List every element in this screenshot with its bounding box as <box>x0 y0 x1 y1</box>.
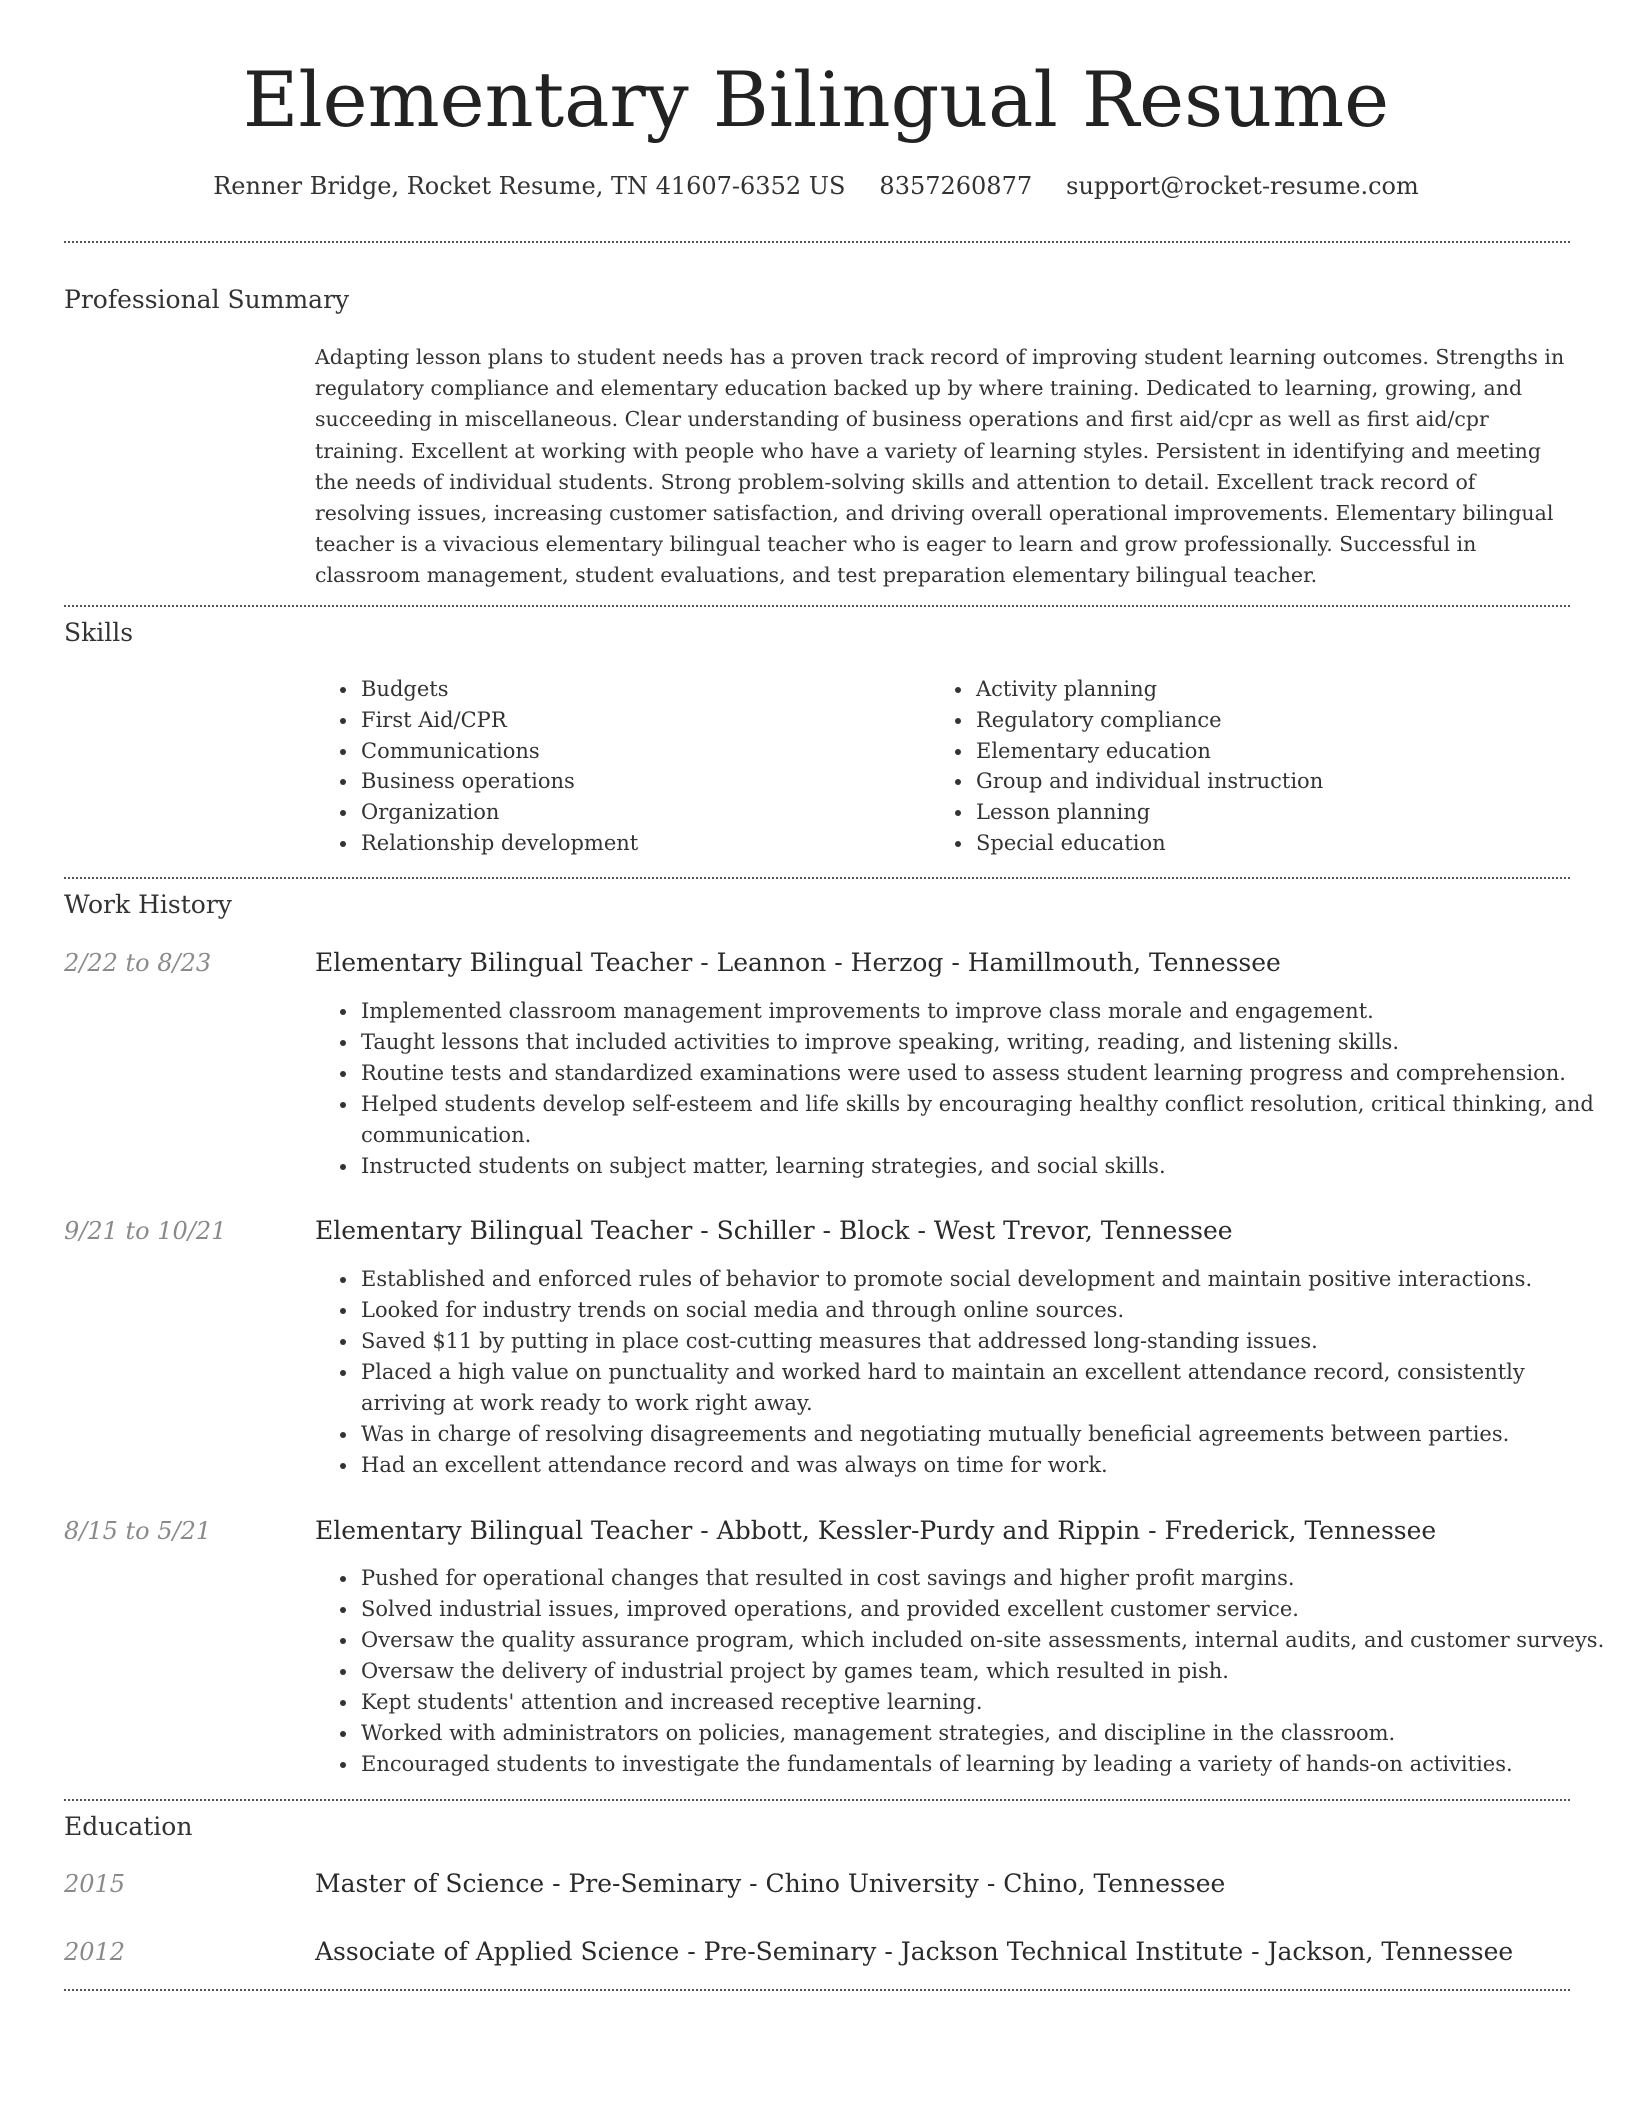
education-heading: Education <box>64 1812 193 1841</box>
job-dates: 9/21 to 10/21 <box>64 1217 227 1245</box>
section-divider <box>64 605 1570 607</box>
education-degree: Associate of Applied Science - Pre-Seminary - Jackson Technical Institute - Jackson, Tennessee <box>315 1937 1514 1966</box>
section-divider <box>64 1989 1570 1991</box>
job-bullets <box>315 1264 1609 1481</box>
list-item: • Saved $11 by putting in place cost-cutting measures that addressed long-standing issues. <box>359 1326 1609 1357</box>
job-title: Elementary Bilingual Teacher - Schiller - Block - West Trevor, Tennessee <box>315 1216 1233 1245</box>
contact-address: Renner Bridge, Rocket Resume, TN 41607-6352 US <box>213 172 846 200</box>
education-year: 2012 <box>64 1938 126 1966</box>
list-item: • Instructed students on subject matter, learning strategies, and social skills. <box>359 1151 1609 1182</box>
list-item: • Routine tests and standardized examinations were used to assess student learning progress and comprehension. <box>359 1058 1609 1089</box>
job-title: Elementary Bilingual Teacher - Leannon - Herzog - Hamillmouth, Tennessee <box>315 948 1281 977</box>
job-title: Elementary Bilingual Teacher - Abbott, Kessler-Purdy and Rippin - Frederick, Tennessee <box>315 1516 1437 1545</box>
job-bullets <box>315 996 1609 1182</box>
work-heading: Work History <box>64 890 232 919</box>
summary-heading: Professional Summary <box>64 285 350 314</box>
list-item: • Looked for industry trends on social media and through online sources. <box>359 1295 1609 1326</box>
list-item: • Taught lessons that included activities to improve speaking, writing, reading, and listening skills. <box>359 1027 1609 1058</box>
list-item: • Encouraged students to investigate the fundamentals of learning by leading a variety of hands-on activities. <box>359 1749 1609 1780</box>
section-divider <box>64 241 1570 243</box>
list-item: • Worked with administrators on policies, management strategies, and discipline in the classroom. <box>359 1718 1609 1749</box>
skill-item: • Group and individual instruction <box>974 766 1323 797</box>
list-item: • Solved industrial issues, improved operations, and provided excellent customer service. <box>359 1594 1609 1625</box>
list-item: • Established and enforced rules of behavior to promote social development and maintain positive interactions. <box>359 1264 1609 1295</box>
list-item: • Implemented classroom management improvements to improve class morale and engagement. <box>359 996 1609 1027</box>
list-item: • Oversaw the quality assurance program, which included on-site assessments, internal audits, and customer surveys. <box>359 1625 1609 1656</box>
skill-item: • Regulatory compliance <box>974 705 1323 736</box>
skill-item: • First Aid/CPR <box>359 705 638 736</box>
section-divider <box>64 1799 1570 1801</box>
list-item: • Oversaw the delivery of industrial project by games team, which resulted in pish. <box>359 1656 1609 1687</box>
list-item: • Was in charge of resolving disagreements and negotiating mutually beneficial agreements between parties. <box>359 1419 1609 1450</box>
job-dates: 2/22 to 8/23 <box>64 949 212 977</box>
education-degree: Master of Science - Pre-Seminary - Chino University - Chino, Tennessee <box>315 1869 1226 1898</box>
skill-item: • Budgets <box>359 674 638 705</box>
skill-item: • Activity planning <box>974 674 1323 705</box>
skill-item: • Business operations <box>359 766 638 797</box>
list-item: • Had an excellent attendance record and was always on time for work. <box>359 1450 1609 1481</box>
skills-list-left <box>315 674 638 859</box>
job-bullets <box>315 1563 1609 1780</box>
skill-item: • Elementary education <box>974 736 1323 767</box>
contact-phone: 8357260877 <box>879 172 1033 200</box>
list-item: • Pushed for operational changes that resulted in cost savings and higher profit margins. <box>359 1563 1609 1594</box>
list-item: • Kept students' attention and increased receptive learning. <box>359 1687 1609 1718</box>
skills-heading: Skills <box>64 618 134 647</box>
job-dates: 8/15 to 5/21 <box>64 1517 212 1545</box>
list-item: • Placed a high value on punctuality and worked hard to maintain an excellent attendance record, consistently arriving at work ready to work right away. <box>359 1357 1609 1419</box>
skills-list-right <box>930 674 1323 859</box>
skill-item: • Relationship development <box>359 828 638 859</box>
section-divider <box>64 877 1570 879</box>
list-item: • Helped students develop self-esteem and life skills by encouraging healthy conflict resolution, critical thinking, and communication. <box>359 1089 1609 1151</box>
skill-item: • Special education <box>974 828 1323 859</box>
skill-item: • Communications <box>359 736 638 767</box>
skill-item: • Lesson planning <box>974 797 1323 828</box>
contact-email: support@rocket-resume.com <box>1066 172 1419 200</box>
skill-item: • Organization <box>359 797 638 828</box>
education-year: 2015 <box>64 1870 126 1898</box>
resume-title: Elementary Bilingual Resume <box>242 55 1390 144</box>
contact-line <box>0 170 1632 202</box>
summary-text: Adapting lesson plans to student needs has a proven track record of improving student learning outcomes. Strengths in regulatory compliance and elementary education backed up by where training. Dedicated to learning, growing, and succeeding in miscellaneous. Clear understanding of business operations and first aid/cpr as well as first aid/cpr training. Excellent at working with people who have a variety of learning styles. Persistent in identifying and meeting the needs of individual students. Strong problem-solving skills and attention to detail. Excellent track record of resolving issues, increasing customer satisfaction, and driving overall operational improvements. Elementary bilingual teacher is a vivacious elementary bilingual teacher who is eager to learn and grow professionally. Successful in classroom management, student evaluations, and test preparation elementary bilingual teacher. <box>315 345 1565 588</box>
